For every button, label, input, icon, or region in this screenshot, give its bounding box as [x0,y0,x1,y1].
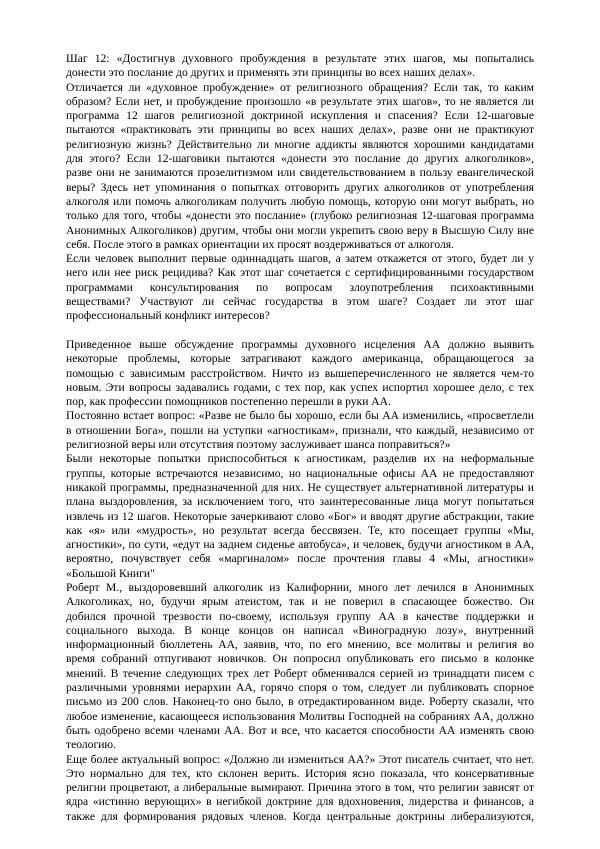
line-text: вероятно, почувствует себя «маргиналом» после прочтения главы 4 «Мы, агностики» [66,552,534,566]
text-line [66,95,534,109]
text-line [66,538,534,552]
line-text: помощью с зависимым расстройством. Ничто из вышеперечисленного не является чем-то [66,366,534,380]
line-text: религиозную жизнь? Действительно ли многие аддикты являются хорошими кандидатами [66,137,534,151]
line-text: образом? Если нет, и пробуждение произошло «в результате этих шагов», то не является ли [66,94,534,108]
text-line [66,795,534,809]
text-line [66,610,534,624]
line-text: веры? Здесь нет упоминания о попытках отговорить других алкоголиков от употребления [66,180,534,194]
line-text: веществами? Участвуют ли сейчас государства в этом шаге? Создает ли этот шаг [66,295,534,309]
line-text: группы, которые встречаются независимо, но национальные офисы АА не предоставляют [66,466,534,480]
line-text: Это нормально для тех, кто склонен верить. История ясно показала, что консервативные [66,766,534,780]
text-line [66,181,534,195]
line-text: время собраний отпугивают новичков. Он попросил опубликовать его письмо в колонке [66,652,534,666]
line-text: Если человек выполнит первые одиннадцать шагов, а затем откажется от этого, будет ли у [66,252,534,266]
text-line [66,252,534,266]
line-text: также для формирования рядовых членов. Когда центральные доктрины либерализуются, [66,809,534,823]
text-line [66,667,534,681]
text-line [66,481,534,495]
line-text: Еще более актуальный вопрос: «Должно ли измениться АА?» Этот писатель считает, что нет. [66,752,534,766]
line-text: него или нее риск рецидива? Как этот шаг сочетается с сертифицированными государством [66,266,534,280]
text-line [66,624,534,638]
text-line [66,467,534,481]
line-text: извлечь из 12 шагов. Некоторые зачеркивают слово «Бог» и вводят другие абстракции, такие [66,509,534,523]
text-line [66,209,534,223]
line-text: Были некоторые попытки приспособиться к агностикам, разделив их на неформальные [66,452,534,466]
line-text: программами консультирования по вопросам злоупотребления психоактивными [66,280,534,294]
line-text: Анонимных Алкоголиков) другим, чтобы они могли укрепить свою веру в Высшую Силу вне [66,223,534,237]
paragraph-gap [66,324,534,338]
text-line [66,767,534,781]
text-line [66,166,534,180]
text-line [66,552,534,566]
text-line [66,524,534,538]
line-text: добился прочной трезвости по-своему, используя группу АА в качестве поддержки и [66,609,534,623]
line-text: религии процветают, а либеральные вымирают. Причина этого в том, что религии зависят от [66,781,534,795]
line-text: агностики», по сути, «едут на заднем сиденье автобуса», и человек, будучи агностиком в АА, [66,538,534,552]
text-line: пор, как профессии помощников постепенно перешли в руки АА. [66,395,391,409]
line-text: Роберт М., выздоровевший алкоголик из Калифорнии, много лет лечился в Анонимных [66,580,534,594]
text-line [66,352,534,366]
text-line [66,138,534,152]
line-text: плана выздоровления, за исключением того, что заинтересованные лица могут попытаться [66,495,534,509]
text-line [66,195,534,209]
text-line [66,424,534,438]
text-line [66,266,534,280]
line-text: Шаг 12: «Достигнув духовного пробуждения в результате этих шагов, мы попытались [66,52,534,65]
text-line [66,338,534,352]
text-line [66,638,534,652]
line-text: разве они не занимаются прозелитизмом или свидетельствованием в пользу евангелической [66,166,534,180]
line-text: социального выхода. В конце концов он написал «Виноградную лозу», внутренний [66,623,534,637]
text-line [66,710,534,724]
text-line: профессиональный конфликт интересов? [66,309,270,323]
line-text: алкоголя или помочь алкоголикам получить любую помощь, которую они могут выбрать, но [66,194,534,208]
text-line [66,123,534,137]
text-line [66,753,534,767]
line-text: ядра «истинно верующих» в негибкой доктрине для вдохновения, лидерства и финансов, а [66,795,534,809]
text-line [66,695,534,709]
line-text: в отношении Бога», пошли на уступки «агностикам», признали, что каждый, независимо от [66,423,534,437]
text-line [66,495,534,509]
text-line [66,510,534,524]
text-line [66,109,534,123]
document-text-body [66,52,534,824]
text-line [66,295,534,309]
text-line: «Большой Книги" [66,566,155,580]
line-text: никакой программы, предназначенной для них. Не существует альтернативной литературы и [66,480,534,494]
text-line [66,452,534,466]
text-line [66,581,534,595]
text-line [66,224,534,238]
text-line [66,595,534,609]
line-text: быть одобрено всеми членами АА. Вот и все, что касается способности АА изменять свою [66,723,534,737]
text-line [66,381,534,395]
line-text: для этого? Если 12-шаговики пытаются «донести это послание до других алкоголиков», [66,152,534,166]
line-text: только для того, чтобы «донести это послание» (глубоко религиозная 12-шаговая программа [66,209,534,223]
text-line [66,810,534,824]
text-line [66,367,534,381]
text-line: себя. После этого в рамках ориентации их просят воздерживаться от алкоголя. [66,237,454,251]
line-text: пытаются «практиковать эти принципы во всех наших делах», разве они не практикуют [66,123,534,137]
line-text: информационный бюллетень АА, заявив, что, по его мнению, все молитвы и религия во [66,638,534,652]
text-line [66,652,534,666]
line-text: как «я» или «мудрость», но результат всегда бессвязен. Те, кто посещает группы «Мы, [66,523,534,537]
line-text: Постоянно встает вопрос: «Разве не было бы хорошо, если бы АА изменились, «просветлели [66,409,534,423]
text-line [66,152,534,166]
text-line [66,781,534,795]
paragraph [66,52,534,324]
text-line [66,681,534,695]
text-line: теологию. [66,738,116,752]
line-text: Алкоголиках, но, будучи ярым атеистом, так и не поверил в спасающее божество. Он [66,595,534,609]
line-text: новым. Эти вопросы задавались годами, с тех пор, как успех испортил хорошее дело, с тех [66,380,534,394]
line-text: Отличается ли «духовное пробуждение» от религиозного обращения? Если так, то каким [66,80,534,94]
line-text: мнений. В течение следующих трех лет Роберт обменивался серией из тринадцати писем с [66,666,534,680]
text-line: донести это послание до других и применять эти принципы во всех наших делах». [66,66,476,80]
line-text: любое изменение, касающееся использования Молитвы Господней на собраниях АА, должно [66,709,534,723]
paragraph [66,338,534,824]
text-line [66,724,534,738]
text-line [66,81,534,95]
text-line [66,281,534,295]
text-line [66,52,534,66]
line-text: некоторые проблемы, которые затрагивают каждого американца, обращающегося за [66,352,534,366]
line-text: программа 12 шагов религиозной доктриной искупления и спасения? Если 12-шаговые [66,109,534,123]
line-text: письмо из 200 слов. Наконец-то оно было, в отредактированном виде. Роберту сказали, что [66,695,534,709]
text-line: религиозной веры или отсутствия поэтому заслуживает шанса поправиться?» [66,438,451,452]
line-text: различными уровнями иерархии АА, горячо споря о том, следует ли публиковать спорное [66,681,534,695]
text-line [66,409,534,423]
line-text: Приведенное выше обсуждение программы духовного исцеления АА должно выявить [66,337,534,351]
